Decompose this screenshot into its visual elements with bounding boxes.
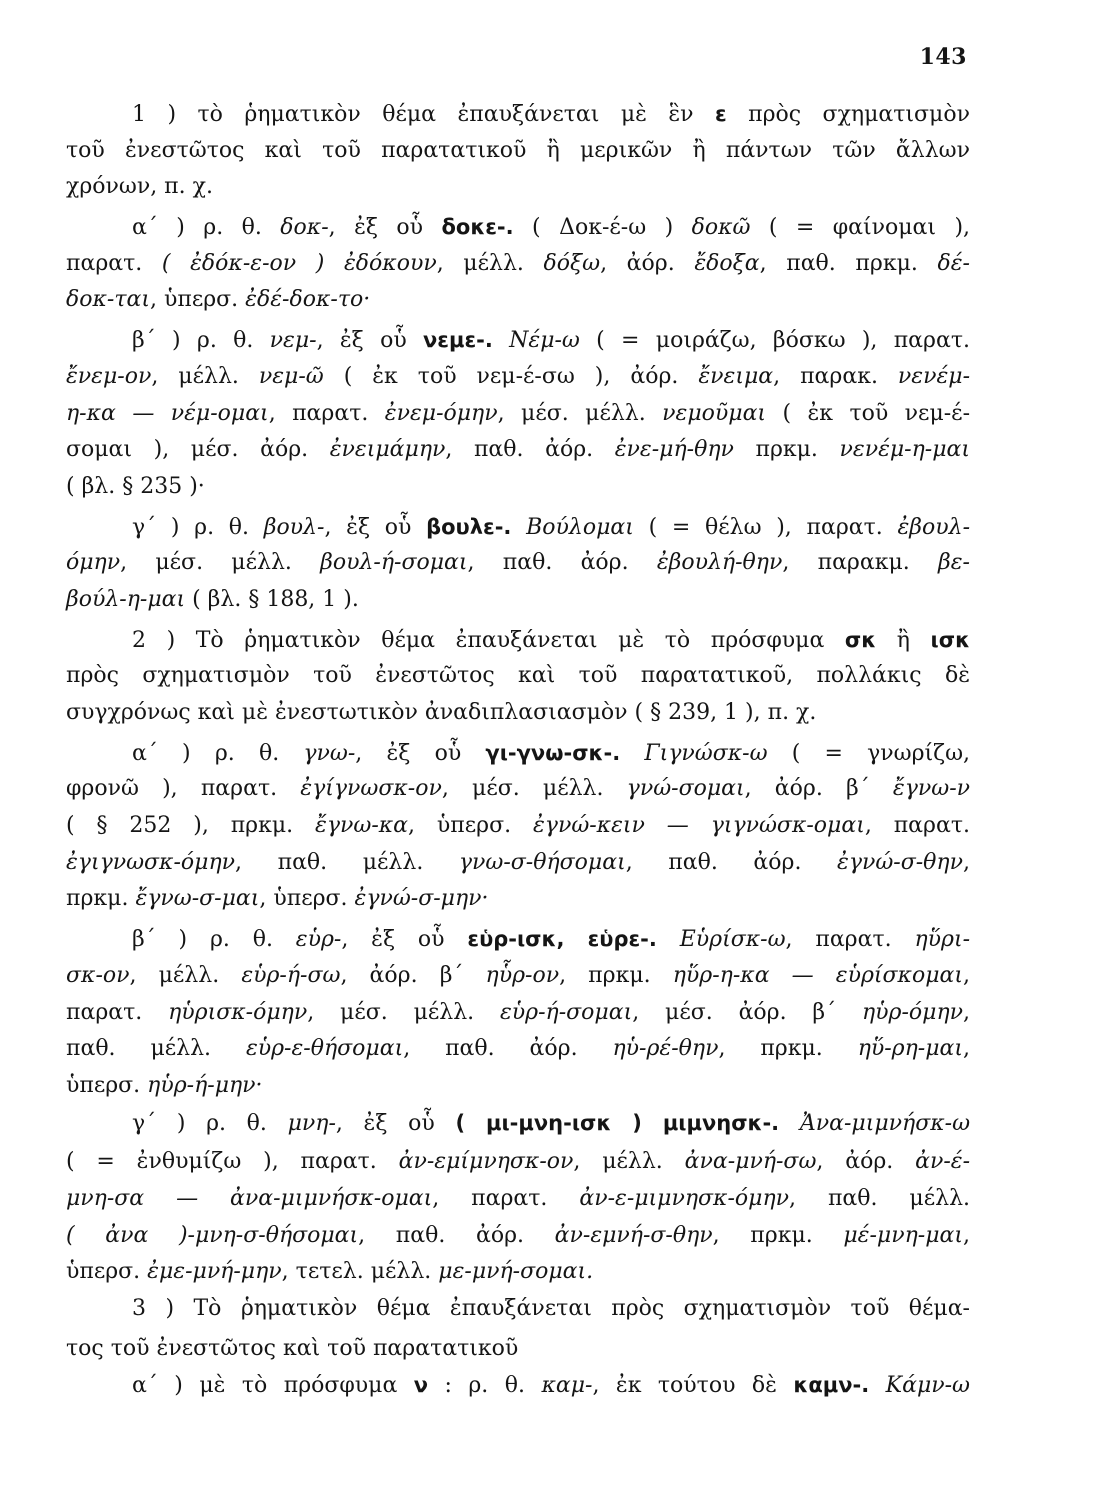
bold-term: ( μι-μνη-ισκ ) μιμνησκ-. [455,1110,780,1135]
text-run: συγχρόνως καὶ μὲ ἐνεστωτικὸν ἀναδιπλασιασμὸν ( § 239, 1 ), π. χ. [66,700,817,725]
italic-form: Βούλομαι [526,514,634,540]
text-line [66,1218,970,1255]
text-line [66,622,970,659]
text-run: α΄ ) ρ. θ. [132,740,304,766]
bold-term: δοκε-. [441,215,514,240]
text-run: πρκμ. [66,886,136,912]
text-run: ( ἐκ τοῦ νεμ-έ-σω ), ἀόρ. [323,363,699,389]
italic-form: εὑρ-ή-σω [241,962,341,988]
italic-form: ἔγνω-σ-μαι [135,886,260,912]
text-run: , μέσ. μέλλ. [120,550,321,576]
text-line [66,1031,970,1068]
italic-form: ἔγνω-κα [315,813,409,839]
text-line [66,1254,970,1291]
italic-form: ηὗρ-ον [485,962,560,988]
text-run: , παθ. ἀόρ. [625,849,838,875]
text-run: πρὸς σχηματισμὸν τοῦ ἐνεστῶτος καὶ τοῦ παρατατικοῦ, πολλάκις δὲ [66,663,970,689]
italic-form: ( ἀνα )-μνη-σ-θήσομαι [66,1222,359,1248]
italic-form: νενέμ- [897,363,971,389]
text-run: , ἀόρ. β΄ [744,776,893,802]
italic-form: Ἀνα-μιμνήσκ-ω [799,1110,971,1136]
italic-form: ἐδέ-δοκ-το· [245,287,371,313]
italic-form: ἀν-εμίμνησκ-ον [398,1149,574,1175]
text-line [66,545,970,582]
italic-form: ἀν-ε-μιμνησκ-όμην [579,1185,790,1211]
text-line [66,1331,970,1368]
italic-form: ἐνε-μή-θην [614,437,734,463]
italic-form: Γιγνώσκ-ω [644,740,768,766]
text-run: , ἐξ οὗ [341,927,468,953]
text-line [66,359,970,396]
italic-form: όμην [66,550,121,576]
italic-form: ἐγνώ-σ-θην [837,849,963,875]
text-run: , ἀόρ. β΄ [340,962,486,988]
text-line [66,995,970,1032]
italic-form: ἔγνω-ν [892,776,970,802]
italic-form: ἔνεμ-ον [66,363,152,389]
bold-term: σκ [844,627,877,652]
text-line [66,1144,970,1181]
text-run: : ρ. θ. [428,1373,542,1399]
italic-form: ἐγνώ-κειν — γιγνώσκ-ομαι [532,813,865,839]
italic-form: εὑρ-ε-θήσομαι [245,1036,404,1062]
text-run: σομαι ), μέσ. ἀόρ. [66,437,330,463]
bold-term: νεμε-. [423,328,493,353]
text-run: , μέσ. μέλλ. [497,400,663,426]
text-line [66,845,970,882]
italic-form: βούλ-η-μαι [66,586,186,612]
text-run: , μέσ. μέλλ. [441,776,627,802]
text-run: ( = μοιράζω, βόσκω ), παρατ. [579,328,970,354]
italic-form: σκ-ον [66,962,130,988]
italic-form: νενέμ-η-μαι [839,437,971,463]
text-line [66,735,970,772]
italic-form: δοκ-ται [66,287,151,313]
text-run: παθ. μέλλ. [66,1036,246,1062]
text-line [66,133,970,170]
text-run: , ἀόρ. [816,1149,916,1175]
text-run: , ὑπερσ. [150,287,246,313]
italic-form: μέ-μνη-μαι [843,1222,963,1248]
italic-form: νεμοῦμαι [662,400,767,426]
text-run: ( = ἐνθυμίζω ), παρατ. [66,1149,399,1175]
text-run: ὑπερσ. [66,1072,148,1098]
text-run: , [962,849,970,875]
text-line [66,169,970,206]
text-run: , πρκμ. [712,1222,844,1248]
text-run: , παρακμ. [782,550,939,576]
text-run: , μέσ. ἀόρ. β΄ [632,999,862,1025]
text-run: 1 ) τὸ ῥηματικὸν θέμα ἐπαυξάνεται μὲ ἓν [132,102,715,127]
text-run: , μέλλ. [573,1149,685,1175]
text-run: 2 ) Τὸ ῥηματικὸν θέμα ἐπαυξάνεται μὲ τὸ πρόσφυμα [132,627,845,653]
italic-form: ηὑρ-ή-μην· [147,1072,263,1098]
text-run [657,927,680,952]
text-run: γ΄ ) ρ. θ. [132,1110,288,1136]
italic-form: Κάμν-ω [885,1373,970,1399]
text-run: ( βλ. § 235 )· [66,473,205,499]
bold-term: ισκ [930,627,971,652]
text-run: , παθ. ἀόρ. [445,437,615,463]
text-line [66,209,970,246]
italic-form: ἐβουλ- [897,514,971,540]
text-run [869,1373,885,1398]
italic-form: μνη- [287,1110,336,1136]
text-run: , ὑπερσ. [259,886,355,912]
italic-form: βουλ- [263,514,325,540]
italic-form: η-κα — νέμ-ομαι [66,400,269,426]
text-run: , ἐξ οὗ [324,514,427,540]
text-line [66,246,970,283]
text-line [66,469,970,506]
italic-form: ηὕρ-η-κα — εὑρίσκομαι [672,962,963,988]
text-line [66,96,970,133]
italic-form: ηὕ-ρη-μαι [857,1036,964,1062]
text-run: , μέσ. μέλλ. [307,999,500,1025]
text-run: , μέλλ. [151,363,259,389]
text-line [66,1291,970,1328]
text-line [66,396,970,433]
italic-form: δόξω [543,250,601,276]
text-run [620,741,644,766]
text-run: παρατ. [66,999,169,1025]
bold-term: βουλε-. [426,514,512,539]
bold-term: καμν-. [793,1373,870,1398]
text-run: , παθ. ἀόρ. [403,1036,613,1062]
text-line [66,771,970,808]
italic-form: ἐγνώ-σ-μην· [354,886,489,912]
text-run: ( βλ. § 188, 1 ). [185,586,359,612]
text-run: , πρκμ. [718,1036,858,1062]
italic-form: νεμ-ῶ [258,363,324,389]
italic-form: ἔνειμα [698,363,774,389]
italic-form: γνω- [303,740,356,766]
italic-form: εὑρ-ή-σομαι [499,999,633,1025]
text-run: ( Δοκ-έ-ω ) [513,215,692,241]
text-line [66,958,970,995]
text-run: πρκμ. [733,437,840,463]
text-line [66,322,970,359]
italic-form: βε- [938,550,970,576]
italic-form: μνη-σα — ἀνα-μιμνήσκ-ομαι [66,1185,433,1211]
text-run: ( ἐκ τοῦ νεμ-έ- [766,400,971,426]
text-run: τος τοῦ ἐνεστῶτος καὶ τοῦ παρατατικοῦ [66,1335,519,1361]
text-run: , [963,999,971,1025]
text-run: , παρατ. [785,927,915,953]
italic-form: ηὑρ-όμην [861,999,964,1025]
italic-form: ηὕρι- [914,927,971,953]
text-line [66,1181,970,1218]
text-run: , παθ. ἀόρ. [358,1222,555,1248]
text-run: α΄ ) μὲ τὸ πρόσφυμα [132,1373,414,1399]
italic-form: ἀν-εμνή-σ-θην [554,1222,713,1248]
italic-form: γνω-σ-θήσομαι [458,849,626,875]
italic-form: Εὑρίσκ-ω [679,927,786,953]
italic-form: ἐγιγνωσκ-όμην [66,849,236,875]
italic-form: ηὑρισκ-όμην [168,999,308,1025]
italic-form: ἐνειμάμην [329,437,446,463]
text-run: γ΄ ) ρ. θ. [132,514,264,540]
text-run: , [963,962,970,988]
bold-term: ν [413,1373,429,1398]
text-run: παρατ. [66,250,162,276]
text-run: 3 ) Τὸ ῥηματικὸν θέμα ἐπαυξάνεται πρὸς σχηματισμὸν τοῦ θέμα- [132,1296,970,1321]
text-run: , ἀόρ. [600,250,695,276]
italic-form: εὑρ- [295,927,342,953]
bold-term: ε [715,102,727,126]
text-run: , ἐξ οὗ [328,215,442,241]
italic-form: ἐμε-μνή-μην [147,1259,282,1285]
italic-form: γνώ-σομαι [626,776,745,802]
text-run: , ἐξ οὗ [316,328,423,354]
text-run: β΄ ) ρ. θ. [132,927,296,953]
italic-form: ἐβουλή-θην [656,550,783,576]
text-line [66,582,970,619]
text-run: , μέλλ. [129,962,242,988]
text-run: , [962,1222,970,1248]
text-line [66,695,970,732]
text-line [66,282,970,319]
page-number: 143 [919,44,967,70]
text-run [779,1111,800,1136]
text-run: ( § 252 ), πρκμ. [66,813,316,839]
italic-form: ηὑ-ρέ-θην [612,1036,719,1062]
text-run: ( = γνωρίζω, [767,740,971,766]
text-run: , ἐκ τούτου δὲ [592,1373,794,1399]
text-run: πρὸς σχηματισμὸν [726,102,970,127]
italic-form: ( ἐδόκ-ε-ον ) ἐδόκουν [161,250,437,276]
text-run: τοῦ ἐνεστῶτος καὶ τοῦ παρατατικοῦ ἢ μερικῶν ἢ πάντων τῶν ἄλλων [66,137,970,163]
text-run: β΄ ) ρ. θ. [132,328,270,354]
text-run: , παρατ. [864,813,970,839]
text-line [66,1105,970,1142]
text-run: , παθ. πρκμ. [759,250,938,276]
italic-form: βουλ-ή-σομαι [320,550,468,576]
text-run: φρονῶ ), παρατ. [66,776,301,802]
italic-form: ἔδοξα [694,250,760,276]
text-run: , [963,1036,971,1062]
body-text [66,96,970,1404]
text-line [66,921,970,958]
text-line [66,432,970,469]
text-line [66,509,970,546]
text-run: , τετελ. μέλλ. [281,1259,439,1285]
text-line [66,1068,970,1105]
bold-term: εὑρ-ισκ, εὑρε-. [467,927,657,952]
text-run [511,515,526,540]
italic-form: δοκῶ [691,215,751,241]
italic-form: νεμ- [269,328,317,354]
text-run: , παρακ. [773,363,898,389]
text-run: , ἐξ οὗ [355,740,486,766]
text-run: α΄ ) ρ. θ. [132,215,281,241]
text-run: χρόνων, π. χ. [66,174,213,200]
text-run: ( = φαίνομαι ), [750,215,971,241]
text-run [493,328,509,353]
text-run: , ἐξ οὗ [335,1110,456,1136]
text-run: , μέλλ. [436,250,544,276]
text-run: ὑπερσ. [66,1259,148,1285]
italic-form: με-μνή-σομαι. [438,1259,594,1285]
italic-form: καμ- [541,1373,593,1399]
text-run: , παθ. μέλλ. [235,849,459,875]
text-run: , παρατ. [432,1185,580,1211]
text-run: , παρατ. [268,400,385,426]
italic-form: ἀν-έ- [915,1149,970,1175]
text-run: ἢ [876,627,931,653]
italic-form: ἀνα-μνή-σω [684,1149,817,1175]
italic-form: δοκ- [280,215,329,241]
italic-form: ἐγίγνωσκ-ον [300,776,442,802]
text-run: , ὑπερσ. [408,813,533,839]
text-run: , παθ. μέλλ. [789,1185,970,1211]
italic-form: ἐνεμ-όμην [384,400,498,426]
text-line [66,658,970,695]
italic-form: δέ- [937,250,970,276]
text-line [66,1367,970,1404]
bold-term: γι-γνω-σκ-. [485,740,621,765]
text-run: ( = θέλω ), παρατ. [633,514,898,540]
text-run: , πρκμ. [559,962,673,988]
text-line [66,808,970,845]
text-line [66,881,970,918]
italic-form: Νέμ-ω [509,328,580,354]
text-run: , παθ. ἀόρ. [467,550,657,576]
